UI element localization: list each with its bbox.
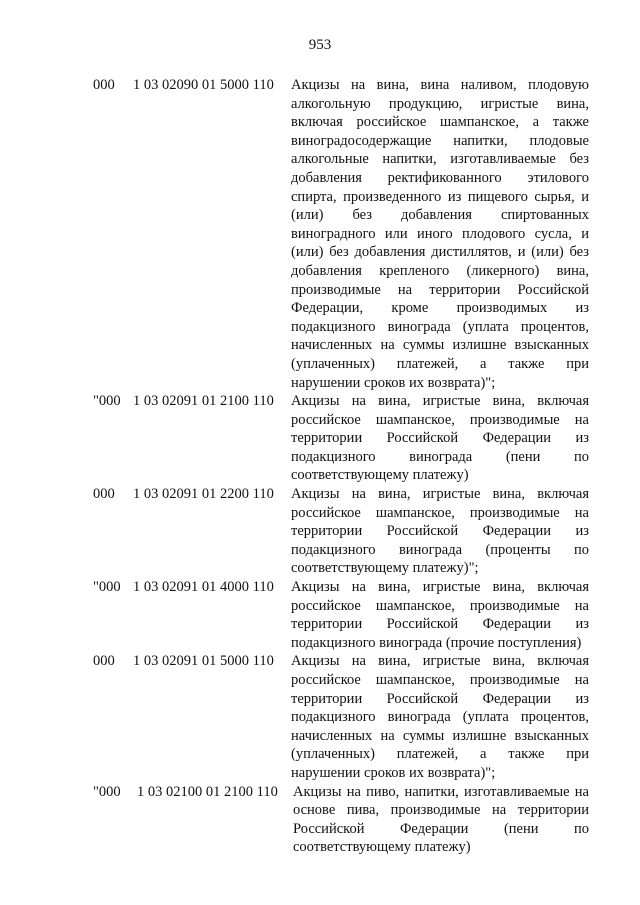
- description-line: российское шампанское, производимые на: [291, 411, 589, 428]
- description-line: подакцизного винограда (уплата процентов,: [291, 318, 589, 335]
- description-line: (уплаченных) платежей, а также при: [291, 355, 589, 372]
- description-line: Акцизы на вина, игристые вина, включая: [291, 653, 589, 670]
- code-entry: [0, 485, 640, 578]
- description-line: виноградосодержащие напитки, плодовые: [291, 132, 589, 149]
- code-entry: [0, 783, 640, 857]
- description-line: алкогольную продукцию, игристые вина,: [291, 95, 589, 112]
- code-entry: [0, 652, 640, 782]
- entry-budget-code: 1 03 02091 01 4000 110: [133, 579, 274, 596]
- description-line: Акцизы на вина, игристые вина, включая: [291, 393, 589, 410]
- description-line: подакцизного винограда (прочие поступления): [291, 634, 582, 651]
- entry-admin-code: 000: [93, 486, 115, 503]
- entry-budget-code: 1 03 02090 01 5000 110: [133, 77, 274, 93]
- description-line: включая российское шампанское, а также: [291, 114, 589, 131]
- description-line: нарушении сроков их возврата)";: [291, 374, 496, 391]
- description-line: алкогольные напитки, изготавливаемые без: [291, 151, 589, 168]
- entry-admin-code: 000: [93, 77, 115, 93]
- code-entry: [0, 392, 640, 485]
- entry-description: [293, 783, 589, 857]
- entry-budget-code: 1 03 02091 01 2200 110: [133, 486, 274, 503]
- description-line: основе пива, производимые на территории: [293, 802, 589, 819]
- description-line: подакцизного винограда (уплата процентов,: [291, 709, 589, 726]
- description-line: соответствующему платежу): [293, 839, 471, 856]
- description-line: добавления крепленого (ликерного) вина,: [291, 262, 589, 279]
- entry-budget-code: 1 03 02091 01 2100 110: [133, 393, 274, 410]
- entry-budget-code: 1 03 02100 01 2100 110: [137, 783, 278, 800]
- description-line: российское шампанское, производимые на: [291, 597, 589, 614]
- description-line: Акцизы на пиво, напитки, изготавливаемые на: [293, 783, 589, 800]
- description-line: российское шампанское, производимые на: [291, 504, 589, 521]
- description-line: виноградного или иного плодового сусла, и: [291, 225, 589, 242]
- description-line: территории Российской Федерации из: [291, 523, 589, 540]
- description-line: Акцизы на вина, игристые вина, включая: [291, 579, 589, 596]
- description-line: начисленных на суммы излишне взысканных: [291, 337, 589, 354]
- description-line: Акцизы на вина, игристые вина, включая: [291, 486, 589, 503]
- description-line: территории Российской Федерации из: [291, 616, 589, 633]
- description-line: территории Российской Федерации из: [291, 430, 589, 447]
- description-line: нарушении сроков их возврата)";: [291, 764, 496, 781]
- description-line: (уплаченных) платежей, а также при: [291, 746, 589, 763]
- description-line: Акцизы на вина, вина наливом, плодовую: [291, 77, 589, 93]
- description-line: Федерации, кроме производимых из: [291, 300, 589, 317]
- code-entry: [0, 578, 640, 652]
- description-line: соответствующему платежу): [291, 467, 469, 484]
- description-line: соответствующему платежу)";: [291, 560, 479, 577]
- code-entry: [0, 76, 640, 392]
- description-line: (или) без добавления дистиллятов, и (или) без: [291, 244, 589, 261]
- description-line: начисленных на суммы излишне взысканных: [291, 727, 589, 744]
- description-line: подакцизного винограда (проценты по: [291, 541, 589, 558]
- description-line: (или) без добавления спиртованных: [291, 207, 589, 224]
- entry-description: [291, 578, 589, 652]
- entry-description: [291, 76, 589, 392]
- description-line: спирта, произведенного из пищевого сырья, и: [291, 188, 589, 205]
- entry-description: [291, 485, 589, 578]
- description-line: российское шампанское, производимые на: [291, 672, 589, 688]
- entry-admin-code: "000: [93, 579, 121, 596]
- entry-admin-code: 000: [93, 653, 115, 670]
- entry-admin-code: "000: [93, 393, 121, 410]
- entries-list: [0, 76, 640, 857]
- description-line: территории Российской Федерации из: [291, 690, 589, 707]
- description-line: Российской Федерации (пени по: [293, 820, 589, 837]
- description-line: добавления ректификованного этилового: [291, 169, 589, 186]
- page-number: 953: [308, 37, 332, 53]
- description-line: подакцизного винограда (пени по: [291, 448, 589, 465]
- entry-description: [291, 652, 589, 782]
- description-line: производимые на территории Российской: [291, 281, 589, 298]
- entry-budget-code: 1 03 02091 01 5000 110: [133, 653, 274, 670]
- entry-admin-code: "000: [93, 783, 121, 800]
- entry-description: [291, 392, 589, 485]
